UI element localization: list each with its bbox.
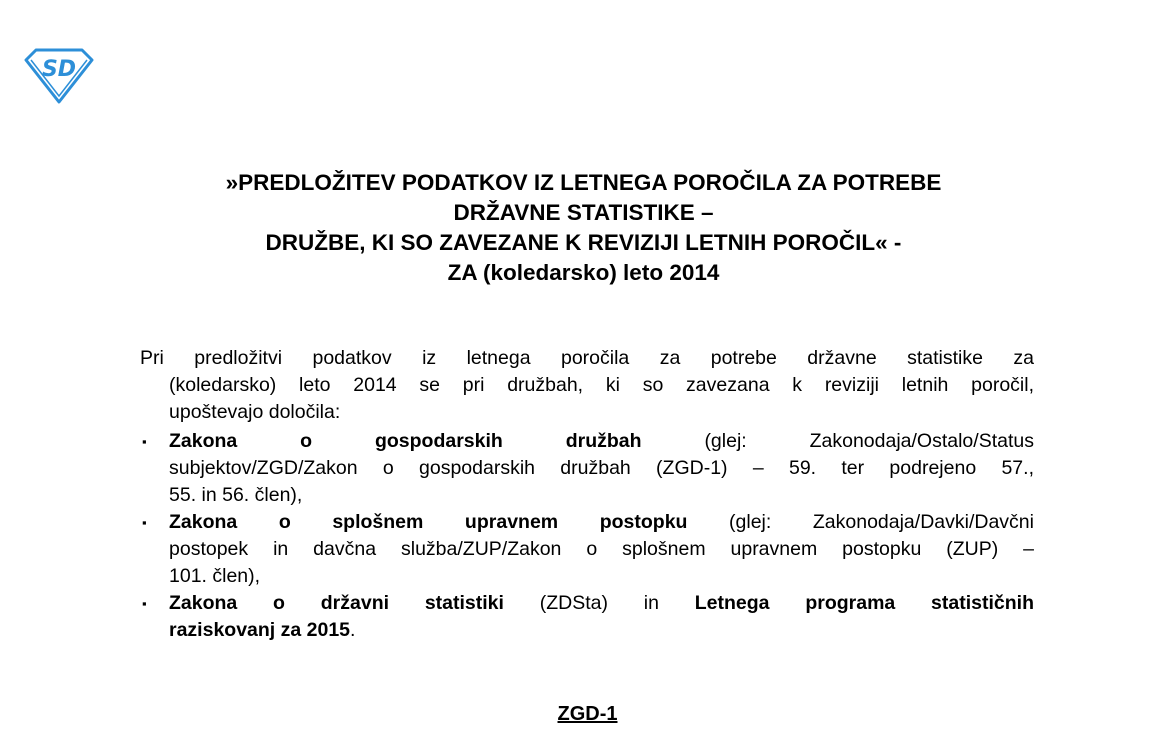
bullet-marker: ▪ bbox=[142, 596, 147, 611]
law-name-zdsta: Zakona o državni statistiki bbox=[169, 592, 504, 614]
list-item-line-2 bbox=[169, 617, 1034, 644]
list-item bbox=[140, 428, 1034, 509]
law-name-zgd: Zakona o gospodarskih družbah bbox=[169, 430, 642, 452]
intro-line-1: Pri predložitvi podatkov iz letnega poročila za potrebe državne statistike za bbox=[140, 347, 1034, 369]
list-item bbox=[140, 590, 1034, 644]
list-item-line-1 bbox=[169, 590, 1034, 617]
bullet-marker: ▪ bbox=[142, 515, 147, 530]
title-line-3: DRUŽBE, KI SO ZAVEZANE K REVIZIJI LETNIH POROČIL« - bbox=[265, 230, 902, 255]
title-line-1: »PREDLOŽITEV PODATKOV IZ LETNEGA POROČILA ZA POTREBE bbox=[225, 170, 942, 195]
list-item-line-1 bbox=[169, 509, 1034, 536]
logo-text: SD bbox=[41, 57, 77, 82]
list-item-text-end: . bbox=[350, 619, 356, 641]
intro-line-3: upoštevajo določila: bbox=[169, 401, 341, 423]
program-name-cont: raziskovanj za 2015 bbox=[169, 619, 351, 641]
list-item-line-3: 101. člen), bbox=[169, 565, 261, 587]
list-item-line-1 bbox=[169, 428, 1034, 455]
bullet-marker: ▪ bbox=[142, 434, 147, 449]
list-item-line-2: postopek in davčna služba/ZUP/Zakon o splošnem upravnem postopku (ZUP) – bbox=[169, 538, 1034, 560]
list-item bbox=[140, 509, 1034, 590]
list-item-line-2: subjektov/ZGD/Zakon o gospodarskih družbah (ZGD-1) – 59. ter podrejeno 57., bbox=[169, 457, 1034, 479]
program-name: Letnega programa statističnih bbox=[694, 592, 1034, 614]
document-title bbox=[0, 168, 1157, 288]
law-name-zup: Zakona o splošnem upravnem postopku bbox=[169, 511, 688, 533]
section-heading-zgd1: ZGD-1 bbox=[557, 703, 618, 725]
list-item-text: (glej: Zakonodaja/Ostalo/Status bbox=[641, 430, 1034, 452]
list-item-line-3: 55. in 56. člen), bbox=[169, 484, 303, 506]
provisions-list bbox=[140, 428, 1034, 644]
intro-paragraph bbox=[140, 345, 1034, 426]
list-item-text: (ZDSta) in bbox=[503, 592, 695, 614]
intro-line-2: (koledarsko) leto 2014 se pri družbah, ki so zavezana k reviziji letnih poročil, bbox=[169, 374, 1034, 396]
list-item-text: (glej: Zakonodaja/Davki/Davčni bbox=[687, 511, 1034, 533]
title-line-2: DRŽAVNE STATISTIKE – bbox=[453, 200, 714, 225]
title-line-4: ZA (koledarsko) leto 2014 bbox=[447, 260, 720, 285]
sd-logo-icon bbox=[22, 46, 96, 104]
